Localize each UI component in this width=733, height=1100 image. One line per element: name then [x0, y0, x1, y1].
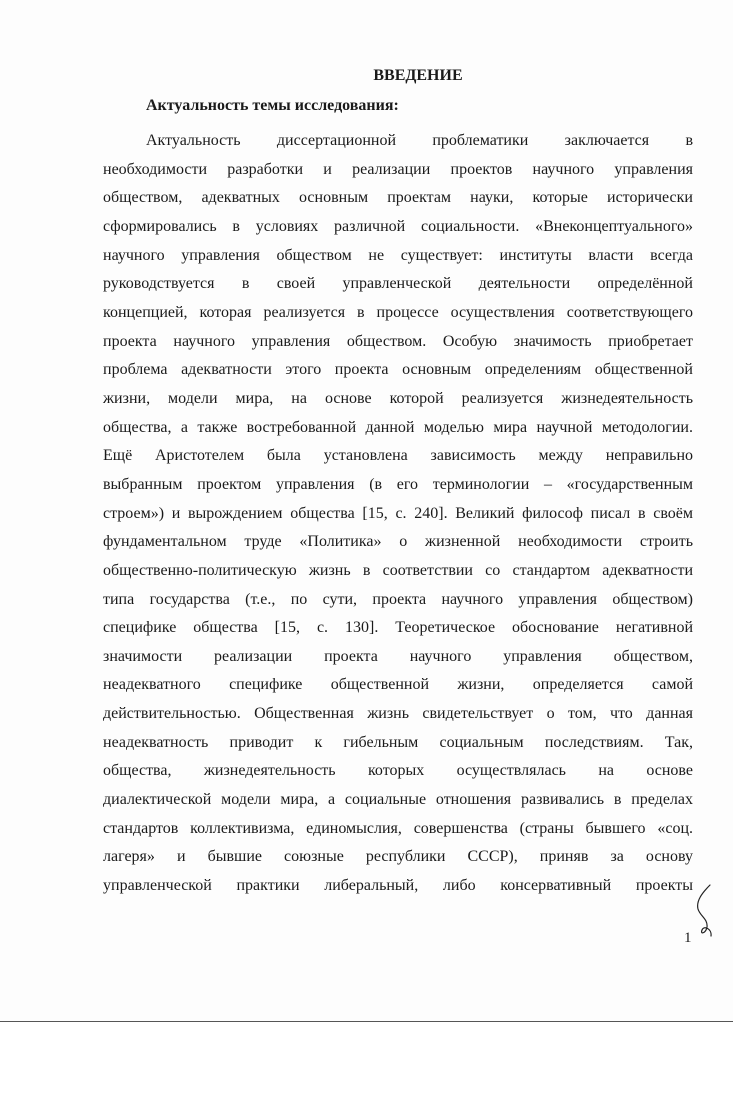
- text-line: общественно-политическую жизнь в соответствии со стандартом адекватности: [103, 561, 693, 579]
- text-line: проекта научного управления обществом. Особую значимость приобретает: [103, 332, 693, 350]
- page-heading: ВВЕДЕНИЕ: [373, 67, 463, 84]
- text-line: общества, жизнедеятельность которых осуществлялась на основе: [103, 762, 693, 780]
- text-line: специфике общества [15, с. 130]. Теоретическое обоснование негативной: [103, 619, 693, 637]
- text-line: Ещё Аристотелем была установлена зависимость между неправильно: [103, 447, 693, 465]
- text-line: необходимости разработки и реализации проектов научного управления: [103, 160, 693, 178]
- text-line: обществом, адекватных основным проектам науки, которые исторически: [103, 189, 693, 207]
- body-paragraph: [103, 127, 693, 901]
- text-line: стандартов коллективизма, единомыслия, совершенства (страны бывшего «соц.: [103, 819, 693, 837]
- text-line: концепцией, которая реализуется в процессе осуществления соответствующего: [103, 303, 693, 321]
- text-line: руководствуется в своей управленческой деятельности определённой: [103, 275, 693, 293]
- page-edge-divider: [0, 1021, 733, 1022]
- text-line: строем») и вырождением общества [15, с. 240]. Великий философ писал в своём: [103, 504, 693, 522]
- text-line: выбранным проектом управления (в его терминологии – «государственным: [103, 475, 693, 493]
- text-line: неадекватность приводит к гибельным социальным последствиям. Так,: [103, 733, 693, 751]
- text-line: диалектической модели мира, а социальные отношения развивались в пределах: [103, 791, 693, 809]
- section-title: Актуальность темы исследования:: [146, 97, 399, 114]
- text-line: неадекватного специфике общественной жизни, определяется самой: [103, 676, 693, 694]
- text-line: общества, а также востребованной данной моделью мира научной методологии.: [103, 418, 693, 436]
- text-line: управленческой практики либеральный, либо консервативный проекты: [103, 877, 693, 895]
- text-line: типа государства (т.е., по сути, проекта научного управления обществом): [103, 590, 693, 608]
- text-line: проблема адекватности этого проекта основным определениям общественной: [103, 361, 693, 379]
- text-line: жизни, модели мира, на основе которой реализуется жизнедеятельность: [103, 389, 693, 407]
- handwritten-signature: [694, 883, 724, 938]
- text-line: научного управления обществом не существует: институты власти всегда: [103, 246, 693, 264]
- text-line: Актуальность диссертационной проблематики заключается в: [146, 132, 693, 149]
- page-number: 1: [684, 930, 692, 946]
- text-line: лагеря» и бывшие союзные республики СССР), приняв за основу: [103, 848, 693, 866]
- text-line: действительностью. Общественная жизнь свидетельствует о том, что данная: [103, 705, 693, 723]
- text-line: значимости реализации проекта научного управления обществом,: [103, 647, 693, 665]
- text-line: сформировались в условиях различной социальности. «Внеконцептуального»: [103, 217, 693, 235]
- text-line: фундаментальном труде «Политика» о жизненной необходимости строить: [103, 533, 693, 551]
